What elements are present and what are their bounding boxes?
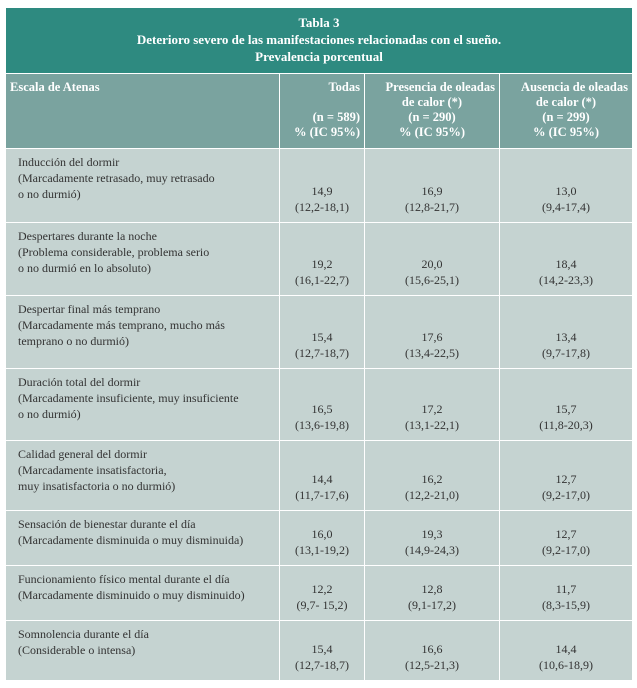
ci-value: (13,4-22,5) bbox=[405, 346, 459, 360]
cell-presencia bbox=[365, 369, 500, 440]
percent-value: 12,8 bbox=[421, 582, 443, 596]
percent-value: 13,0 bbox=[555, 184, 577, 198]
cell-todas bbox=[280, 149, 365, 222]
label-line: Calidad general del dormir bbox=[18, 447, 147, 461]
percent-value: 16,6 bbox=[421, 642, 443, 656]
ci-value: (12,8-21,7) bbox=[405, 200, 459, 214]
cell-presencia bbox=[365, 621, 500, 680]
header-escala: Escala de Atenas bbox=[6, 74, 280, 148]
label-line: (Marcadamente disminuido o muy disminuido) bbox=[18, 588, 245, 602]
label-line: Inducción del dormir bbox=[18, 155, 120, 169]
row-label bbox=[6, 566, 280, 620]
header-text: (n = 290) bbox=[408, 110, 456, 124]
ci-value: (10,6-18,9) bbox=[539, 658, 593, 672]
percent-value: 16,0 bbox=[311, 527, 333, 541]
percent-value: 15,4 bbox=[311, 330, 333, 344]
cell-ausencia bbox=[500, 511, 632, 565]
table-row bbox=[6, 441, 632, 511]
label-line: Sensación de bienestar durante el día bbox=[18, 517, 196, 531]
percent-value: 12,7 bbox=[555, 527, 577, 541]
ci-value: (14,9-24,3) bbox=[405, 543, 459, 557]
percent-value: 16,9 bbox=[421, 184, 443, 198]
header-spacer bbox=[284, 95, 360, 110]
header-text: (n = 589) bbox=[312, 110, 360, 124]
header-todas bbox=[280, 74, 365, 148]
cell-ausencia bbox=[500, 441, 632, 510]
cell-todas bbox=[280, 566, 365, 620]
header-ausencia bbox=[500, 74, 632, 148]
cell-todas bbox=[280, 223, 365, 295]
ci-value: (9,2-17,0) bbox=[542, 543, 590, 557]
label-line: Despertares durante la noche bbox=[18, 229, 157, 243]
cell-ausencia bbox=[500, 566, 632, 620]
header-row bbox=[6, 74, 632, 149]
percent-value: 14,4 bbox=[311, 472, 333, 486]
data-table bbox=[6, 8, 632, 681]
percent-value: 14,4 bbox=[555, 642, 577, 656]
table-title bbox=[6, 8, 632, 74]
table-row bbox=[6, 511, 632, 566]
cell-presencia bbox=[365, 149, 500, 222]
ci-value: (14,2-23,3) bbox=[539, 273, 593, 287]
percent-value: 16,2 bbox=[421, 472, 443, 486]
cell-presencia bbox=[365, 223, 500, 295]
header-text: Todas bbox=[328, 80, 360, 94]
cell-presencia bbox=[365, 511, 500, 565]
ci-value: (11,7-17,6) bbox=[295, 488, 349, 502]
percent-value: 20,0 bbox=[421, 257, 443, 271]
percent-value: 17,6 bbox=[421, 330, 443, 344]
row-label bbox=[6, 511, 280, 565]
header-text: % (IC 95%) bbox=[294, 125, 360, 139]
cell-presencia bbox=[365, 296, 500, 368]
percent-value: 15,4 bbox=[311, 642, 333, 656]
cell-todas bbox=[280, 441, 365, 510]
percent-value: 12,2 bbox=[311, 582, 333, 596]
ci-value: (12,2-21,0) bbox=[405, 488, 459, 502]
ci-value: (9,7- 15,2) bbox=[296, 598, 348, 612]
cell-ausencia bbox=[500, 149, 632, 222]
label-line: muy insatisfactoria o no durmió) bbox=[18, 479, 176, 493]
cell-todas bbox=[280, 621, 365, 680]
cell-ausencia bbox=[500, 223, 632, 295]
label-line: (Problema considerable, problema serio bbox=[18, 245, 210, 259]
title-line: Prevalencia porcentual bbox=[255, 49, 383, 64]
row-label bbox=[6, 369, 280, 440]
cell-presencia bbox=[365, 566, 500, 620]
label-line: (Marcadamente más temprano, mucho más bbox=[18, 318, 225, 332]
cell-todas bbox=[280, 511, 365, 565]
ci-value: (13,6-19,8) bbox=[295, 418, 349, 432]
label-line: (Marcadamente insuficiente, muy insuficiente bbox=[18, 391, 239, 405]
label-line: o no durmió en lo absoluto) bbox=[18, 261, 151, 275]
header-text: (n = 299) bbox=[542, 110, 590, 124]
table-row bbox=[6, 566, 632, 621]
label-line: (Considerable o intensa) bbox=[18, 643, 136, 657]
title-line: Tabla 3 bbox=[298, 15, 340, 30]
percent-value: 12,7 bbox=[555, 472, 577, 486]
table-row bbox=[6, 149, 632, 223]
cell-ausencia bbox=[500, 621, 632, 680]
label-line: Duración total del dormir bbox=[18, 375, 141, 389]
table-row bbox=[6, 296, 632, 369]
label-line: (Marcadamente disminuida o muy disminuida) bbox=[18, 533, 244, 547]
row-label bbox=[6, 296, 280, 368]
label-line: Somnolencia durante el día bbox=[18, 627, 149, 641]
row-label bbox=[6, 223, 280, 295]
label-line: Despertar final más temprano bbox=[18, 302, 161, 316]
cell-ausencia bbox=[500, 296, 632, 368]
ci-value: (12,5-21,3) bbox=[405, 658, 459, 672]
header-text: Presencia de oleadas bbox=[385, 80, 495, 94]
label-line: (Marcadamente retrasado, muy retrasado bbox=[18, 171, 215, 185]
percent-value: 19,3 bbox=[421, 527, 443, 541]
header-text: % (IC 95%) bbox=[533, 125, 599, 139]
percent-value: 14,9 bbox=[311, 184, 333, 198]
row-label bbox=[6, 149, 280, 222]
header-text: de calor (*) bbox=[401, 95, 463, 109]
cell-todas bbox=[280, 369, 365, 440]
ci-value: (12,7-18,7) bbox=[295, 658, 349, 672]
label-line: temprano o no durmió) bbox=[18, 334, 129, 348]
ci-value: (13,1-19,2) bbox=[295, 543, 349, 557]
percent-value: 11,7 bbox=[555, 582, 577, 596]
label-line: Funcionamiento físico mental durante el día bbox=[18, 572, 230, 586]
percent-value: 15,7 bbox=[555, 402, 577, 416]
row-label bbox=[6, 441, 280, 510]
ci-value: (15,6-25,1) bbox=[405, 273, 459, 287]
percent-value: 19,2 bbox=[311, 257, 333, 271]
label-line: o no durmió) bbox=[18, 407, 81, 421]
table-row bbox=[6, 621, 632, 681]
ci-value: (11,8-20,3) bbox=[539, 418, 593, 432]
cell-todas bbox=[280, 296, 365, 368]
cell-ausencia bbox=[500, 369, 632, 440]
label-line: (Marcadamente insatisfactoria, bbox=[18, 463, 167, 477]
percent-value: 13,4 bbox=[555, 330, 577, 344]
percent-value: 18,4 bbox=[555, 257, 577, 271]
header-text: Ausencia de oleadas bbox=[521, 80, 628, 94]
ci-value: (16,1-22,7) bbox=[295, 273, 349, 287]
ci-value: (9,1-17,2) bbox=[408, 598, 456, 612]
label-line: o no durmió) bbox=[18, 187, 81, 201]
percent-value: 17,2 bbox=[421, 402, 443, 416]
cell-presencia bbox=[365, 441, 500, 510]
title-line: Deterioro severo de las manifestaciones relacionadas con el sueño. bbox=[136, 32, 502, 47]
ci-value: (13,1-22,1) bbox=[405, 418, 459, 432]
row-label bbox=[6, 621, 280, 680]
table-row bbox=[6, 223, 632, 296]
ci-value: (8,3-15,9) bbox=[542, 598, 590, 612]
table-row bbox=[6, 369, 632, 441]
ci-value: (9,7-17,8) bbox=[542, 346, 590, 360]
ci-value: (12,7-18,7) bbox=[295, 346, 349, 360]
ci-value: (12,2-18,1) bbox=[295, 200, 349, 214]
header-presencia bbox=[365, 74, 500, 148]
header-text: % (IC 95%) bbox=[399, 125, 465, 139]
ci-value: (9,2-17,0) bbox=[542, 488, 590, 502]
percent-value: 16,5 bbox=[311, 402, 333, 416]
ci-value: (9,4-17,4) bbox=[542, 200, 590, 214]
table-body bbox=[6, 149, 632, 681]
header-text: de calor (*) bbox=[535, 95, 597, 109]
